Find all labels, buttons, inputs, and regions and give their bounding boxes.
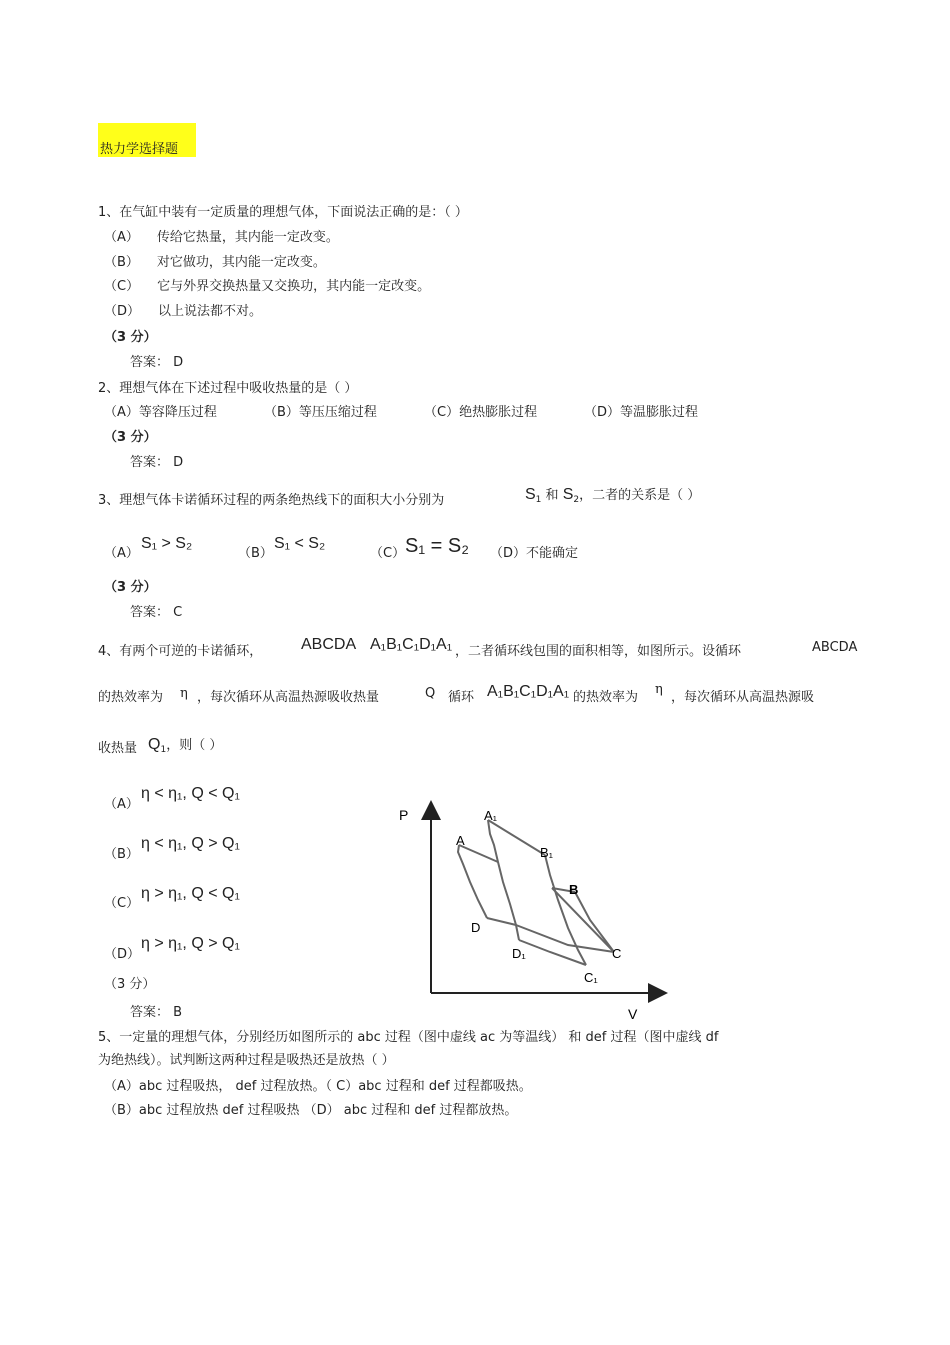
q3-s-values: $S_1$ 和 $S_2$，二者的关系是（ ） xyxy=(525,486,701,505)
label-d1: D₁ xyxy=(512,946,526,961)
q3-score: （3 分） xyxy=(104,580,157,595)
label-d: D xyxy=(471,920,481,935)
q2-answer: 答案： D xyxy=(130,455,184,470)
q4-line2-c: 循环 xyxy=(448,690,475,705)
q4-cycle2-repeat: A₁B₁C₁D₁A₁ xyxy=(487,683,570,700)
q3-answer: 答案： C xyxy=(130,605,183,620)
q4-line2-d: 的热效率为 xyxy=(573,690,639,705)
q1-answer: 答案： D xyxy=(130,355,184,370)
q2-option-a: （A）等容降压过程 xyxy=(104,405,217,420)
q4-score: （3 分） xyxy=(104,977,156,992)
label-c: C xyxy=(612,946,622,961)
q1-stem: 1、在气缸中装有一定质量的理想气体，下面说法正确的是：（ ） xyxy=(98,205,468,220)
cycle1-right-adiabat xyxy=(575,892,614,952)
q5-line1: 5、一定量的理想气体，分别经历如图所示的 abc 过程（图中虚线 ac 为等温线） 和 def 过程（图中虚线 df xyxy=(98,1030,719,1045)
q3-option-b-expr: S₁ < S₂ xyxy=(274,535,326,552)
label-b1: B₁ xyxy=(540,845,554,860)
q4-eta: η xyxy=(180,686,188,701)
q4-cycle2: A₁B₁C₁D₁A₁ xyxy=(370,636,453,653)
q5-line2: 为绝热线）。试判断这两种过程是吸热还是放热（ ） xyxy=(98,1053,395,1068)
option-text: 以上说法都不对。 xyxy=(158,304,263,319)
q3-option-c-label: （C） xyxy=(370,546,406,561)
option-label: （A） xyxy=(104,230,139,245)
option-text: 传给它热量，其内能一定改变。 xyxy=(156,230,339,245)
q1-option-a xyxy=(104,226,339,245)
q4-line3-b: ，则（ ） xyxy=(166,738,223,753)
label-a: A xyxy=(456,833,465,848)
q1-option-d xyxy=(104,300,262,319)
q2-score: （3 分） xyxy=(104,430,157,445)
q4-line1-c: ABCDA xyxy=(812,640,858,655)
q3-option-b-label: （B） xyxy=(238,546,273,561)
q3-option-a-expr: S₁ > S₂ xyxy=(141,535,193,552)
cycle1-isotherm-ab xyxy=(459,845,498,862)
q1-score: （3 分） xyxy=(104,330,157,345)
q4-line2-a: 的热效率为 xyxy=(98,690,164,705)
q4-line2-b: ，每次循环从高温热源吸收热量 xyxy=(197,690,380,705)
q4-option-c-label: （C） xyxy=(104,896,140,911)
q4-option-b-expr: η < η₁, Q > Q₁ xyxy=(141,835,240,852)
q4-option-a-expr: η < η₁, Q < Q₁ xyxy=(141,785,240,802)
cycle2-adiabat-b1c1 xyxy=(545,855,586,965)
label-c1: C₁ xyxy=(584,970,598,985)
option-text: 对它做功，其内能一定改变。 xyxy=(156,255,326,270)
q4-option-d-expr: η > η₁, Q > Q₁ xyxy=(141,935,240,952)
option-label: （C） xyxy=(104,279,140,294)
q2-option-d: （D）等温膨胀过程 xyxy=(584,405,699,420)
q3-option-c-expr: S₁ = S₂ xyxy=(405,535,469,557)
cycle1-bottom xyxy=(516,925,614,952)
q4-line1-b: ，二者循环线包围的面积相等，如图所示。设循环 xyxy=(455,644,742,659)
q4-q-symbol: Q xyxy=(425,686,436,701)
q4-q1-symbol: $Q_1$，则（ ） xyxy=(148,736,223,755)
q2-stem: 2、理想气体在下述过程中吸收热量的是（ ） xyxy=(98,381,358,396)
q4-eta1: η xyxy=(655,682,663,697)
v-axis-label: V xyxy=(628,1006,638,1022)
q4-option-a-label: （A） xyxy=(104,797,139,812)
and-text: 和 xyxy=(545,488,559,503)
cycle1-isotherm-cd xyxy=(487,918,516,925)
q5-line4: （B）abc 过程放热 def 过程吸热 （D） abc 过程和 def 过程都放热。 xyxy=(104,1103,518,1118)
q2-option-b: （B）等压压缩过程 xyxy=(264,405,377,420)
p-axis-label: P xyxy=(399,807,409,823)
label-b: B xyxy=(569,882,579,897)
option-text: 它与外界交换热量又交换功，其内能一定改变。 xyxy=(157,279,431,294)
q1-letter: Q xyxy=(148,736,161,753)
q3-stem: 3、理想气体卡诺循环过程的两条绝热线下的面积大小分别为 xyxy=(98,493,445,508)
q3-tail: ，二者的关系是（ ） xyxy=(579,488,701,503)
page-title: 热力学选择题 xyxy=(100,142,179,157)
q4-option-c-expr: η > η₁, Q < Q₁ xyxy=(141,885,240,902)
s1-symbol: S xyxy=(525,486,536,503)
q4-line3-a: 收热量 xyxy=(98,741,138,756)
q2-option-c: （C）绝热膨胀过程 xyxy=(424,405,538,420)
q4-option-b-label: （B） xyxy=(104,847,139,862)
s2-symbol: S xyxy=(562,486,574,503)
option-label: （D） xyxy=(104,304,141,319)
q1-option-b xyxy=(104,251,326,270)
q3-option-d: （D）不能确定 xyxy=(490,546,579,561)
q4-line2-e: ，每次循环从高温热源吸 xyxy=(671,690,815,705)
q1-option-c xyxy=(104,275,430,294)
q4-line1-a: 4、有两个可逆的卡诺循环， xyxy=(98,644,263,659)
cycle2-isotherm-a1b1 xyxy=(488,820,545,855)
option-label: （B） xyxy=(104,255,139,270)
label-a1: A₁ xyxy=(484,808,498,823)
q4-cycle1: ABCDA xyxy=(301,636,357,653)
q5-line3: （A）abc 过程吸热， def 过程放热。（ C）abc 过程和 def 过程都吸热。 xyxy=(104,1079,532,1094)
q4-option-d-label: （D） xyxy=(104,947,141,962)
q4-answer: 答案： B xyxy=(130,1005,183,1020)
q3-option-a-label: （A） xyxy=(104,546,139,561)
pv-diagram xyxy=(390,800,670,1025)
